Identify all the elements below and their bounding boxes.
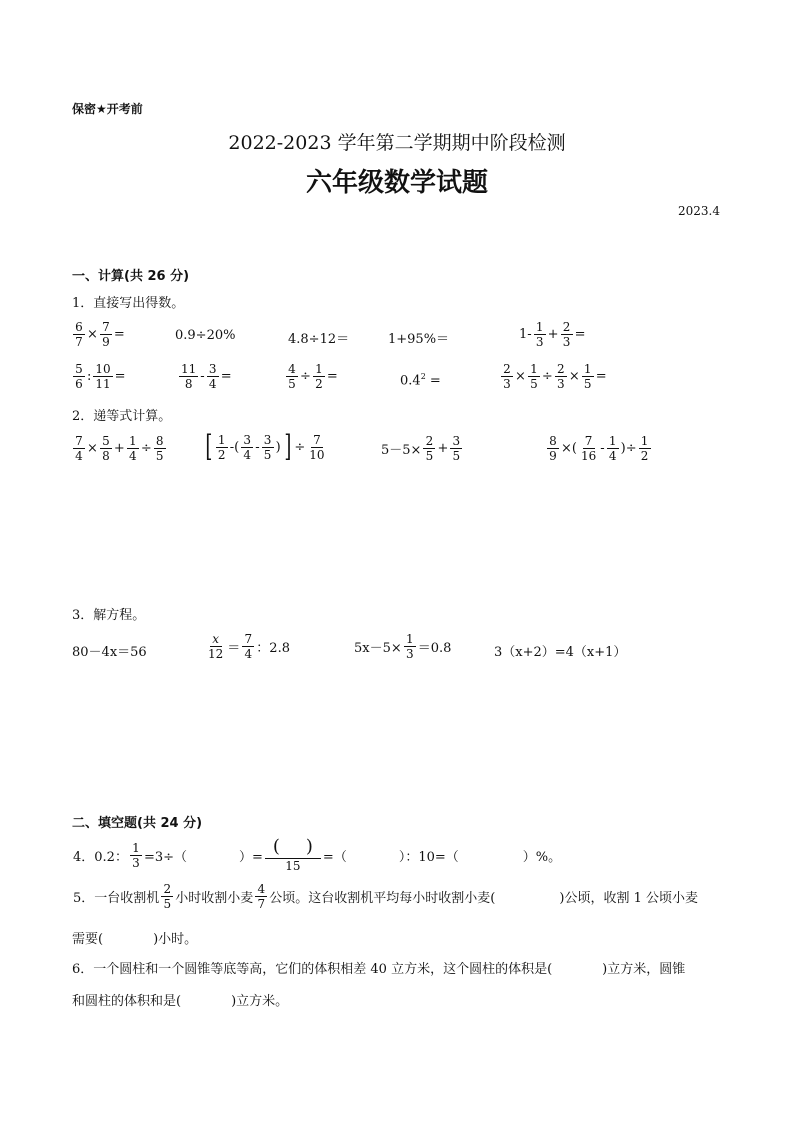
confidential-label: 保密★开考前 [72,102,143,116]
q1-item-i: $0.4^2$ = [400,372,441,389]
q1-item-d: 1+95%＝ [388,332,450,347]
q1-title: 1．直接写出得数。 [72,296,185,311]
exam-date: 2023.4 [678,204,720,218]
q1-item-j: $\frac{2}{3}$ × $\frac{1}{5}$ ÷ $\frac{2}{3}$ × $\frac{1}{5}$ = [500,362,608,391]
q2-item-d: $\frac{8}{9}$ ×( $\frac{7}{16}$ - $\frac{1}{4}$ )÷ $\frac{1}{2}$ [546,434,652,463]
q6-line2: 和圆柱的体积和是( )立方米。 [72,994,289,1009]
q2-item-b: [ $\frac{1}{2}$ -( $\frac{3}{4}$ - $\frac{3}{5}$ ) ] ÷ $\frac{7}{10}$ [205,429,325,464]
q5-line1: 5．一台收割机 $\frac{2}{5}$ 小时收割小麦 $\frac{4}{7}$ 公顷。这台收割机平均每小时收割小麦( )公顷，收割 1 公顷小麦 [73,882,698,911]
q3-title: 3．解方程。 [72,608,146,623]
q1-item-a: $\frac{6}{7}$ × $\frac{7}{9}$ = [72,320,126,349]
q6-line1: 6．一个圆柱和一个圆锥等底等高，它们的体积相差 40 立方米，这个圆柱的体积是( )立方米，圆锥 [72,962,686,977]
q1-item-b: 0.9÷20% [175,328,236,343]
q1-item-g: $\frac{11}{8}$ - $\frac{3}{4}$ = [181,362,232,391]
q2-item-a: $\frac{7}{4}$ × $\frac{5}{8}$ + $\frac{1}{4}$ ÷ $\frac{8}{5}$ [72,434,167,463]
q1-item-e: 1- $\frac{1}{3}$ + $\frac{2}{3}$ = [519,320,586,349]
q3-item-c: 5x－5× $\frac{1}{3}$ ＝0.8 [354,632,452,661]
section2-heading: 二、填空题(共 24 分) [72,816,203,831]
q1-item-c: 4.8÷12＝ [288,332,350,347]
q1-item-h: $\frac{4}{5}$ ÷ $\frac{1}{2}$ = [285,362,339,391]
q3-item-a: 80－4x＝56 [72,645,147,660]
q1-item-f: $\frac{5}{6}$ : $\frac{10}{11}$ = [72,362,127,391]
q4-fraction-blank[interactable]: $\frac{( )}{15}$ [265,838,321,873]
subject-title: 六年级数学试题 [305,168,488,198]
section1-heading: 一、计算(共 26 分) [72,269,190,284]
q4: 4．0.2： $\frac{1}{3}$ =3÷（ ）= $\frac{( )}{15}$ =（ ）：10=（ ）%。 [73,836,562,873]
q2-item-c: 5－5× $\frac{2}{5}$ + $\frac{3}{5}$ [380,434,463,463]
q5-line2: 需要( )小时。 [72,932,198,947]
q3-item-b: $\frac{x}{12}$ ＝ $\frac{7}{4}$ ：2.8 [208,632,290,661]
q3-item-d: 3（x+2）=4（x+1） [494,645,627,660]
exam-title: 2022-2023 学年第二学期期中阶段检测 [228,132,566,154]
q2-title: 2．递等式计算。 [72,409,172,424]
